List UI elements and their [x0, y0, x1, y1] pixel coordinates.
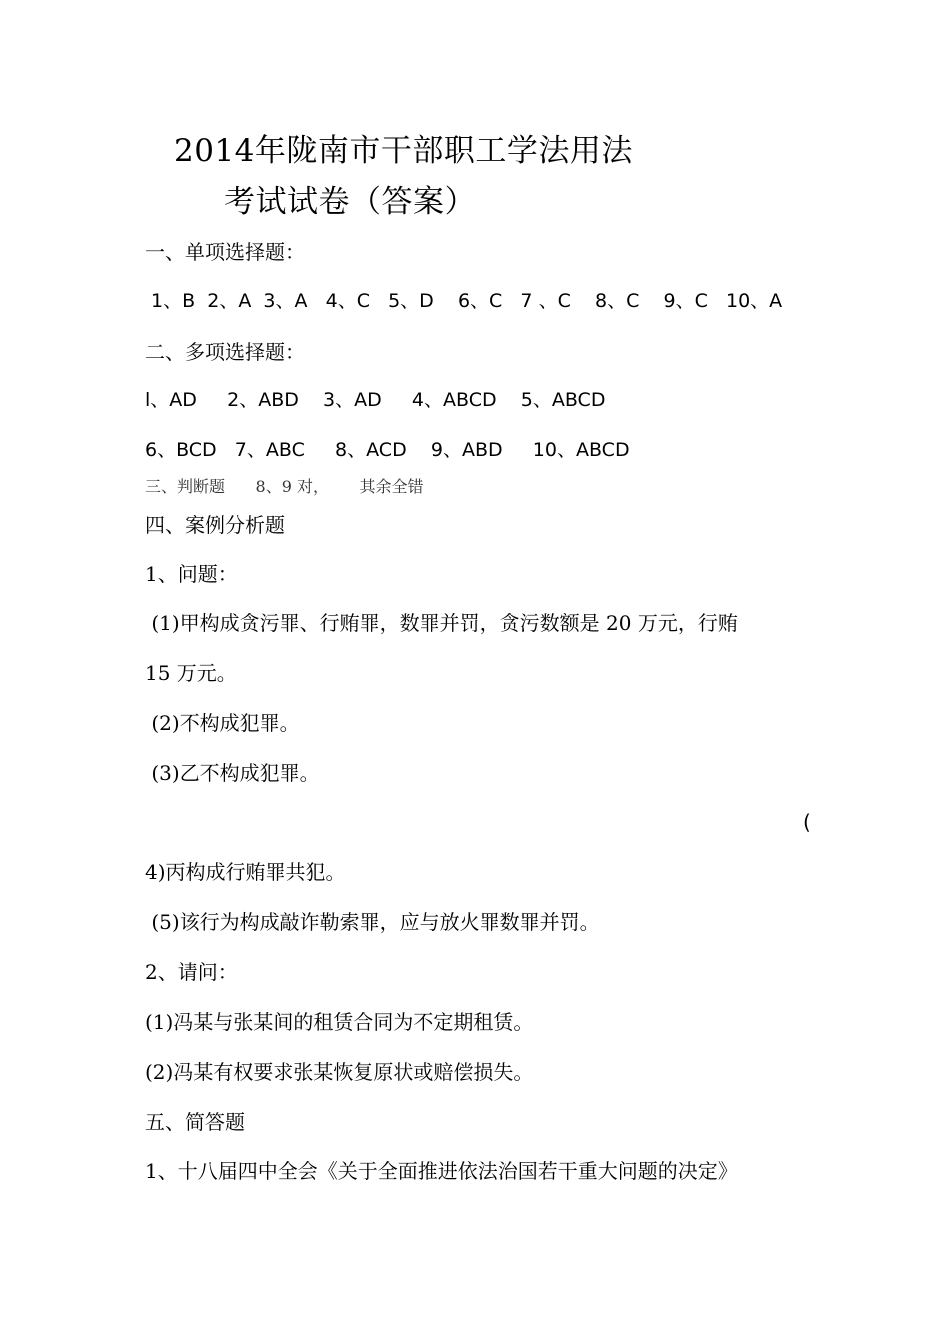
document-title-line2: 考试试卷（答案） [224, 184, 476, 220]
case-question-1-label: 1、问题： [145, 562, 238, 586]
multiple-choice-answers-row2: 6、BCD 7、ABC 8、ACD 9、ABD 10、ABCD [145, 439, 630, 461]
section-heading-case-analysis: 四、案例分析题 [145, 513, 285, 537]
section-heading-multiple-choice: 二、多项选择题： [145, 340, 305, 364]
case-q1-answer-2: (2)不构成犯罪。 [145, 711, 300, 735]
multiple-choice-answers-row1: l、AD 2、ABD 3、AD 4、ABCD 5、ABCD [145, 389, 606, 411]
case-q1-answer-4: 4)丙构成行贿罪共犯。 [145, 860, 346, 884]
case-q1-answer-5: (5)该行为构成敲诈勒索罪，应与放火罪数罪并罚。 [145, 910, 600, 934]
case-q1-answer-3: (3)乙不构成犯罪。 [145, 761, 320, 785]
document-title-line1: 2014年陇南市干部职工学法用法 [174, 133, 633, 169]
case-q1-answer-4-open-paren: ( [803, 810, 811, 834]
case-question-2-label: 2、请问： [145, 960, 238, 984]
section-heading-single-choice: 一、单项选择题： [145, 240, 305, 264]
case-q2-answer-2: (2)冯某有权要求张某恢复原状或赔偿损失。 [145, 1060, 534, 1084]
case-q2-answer-1: (1)冯某与张某间的租赁合同为不定期租赁。 [145, 1010, 534, 1034]
case-q1-answer-1-line2: 15 万元。 [145, 661, 237, 685]
case-q1-answer-1-line1: (1)甲构成贪污罪、行贿罪，数罪并罚，贪污数额是 20 万元，行贿 [145, 611, 738, 635]
section-heading-short-answer: 五、简答题 [145, 1110, 245, 1134]
true-false-answers: 三、判断题 8、9 对， 其余全错 [145, 477, 424, 496]
short-answer-question-1: 1、十八届四中全会《关于全面推进依法治国若干重大问题的决定》 [145, 1159, 738, 1183]
single-choice-answers: 1、B 2、A 3、A 4、C 5、D 6、C 7 、C 8、C 9、C 10、A [145, 290, 783, 312]
